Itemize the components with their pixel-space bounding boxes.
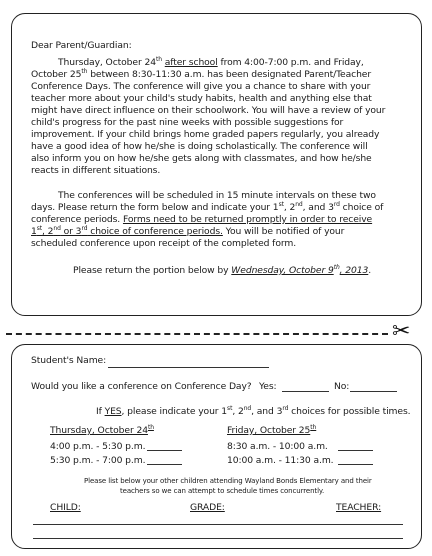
friday-heading: Friday, October 25th xyxy=(227,423,317,436)
grade-column-header: GRADE: xyxy=(190,502,225,513)
student-name-label: Student's Name: xyxy=(31,355,107,366)
thursday-slot-1-choice[interactable] xyxy=(147,450,182,451)
paragraph-1-line-8: have a good idea of how he/she is doing scholastically. The conference will xyxy=(31,141,368,152)
paragraph-1-line-2: October 25th between 8:30-11:30 a.m. has been designated Parent/Teacher xyxy=(31,67,372,80)
conference-question: Would you like a conference on Conference Day? xyxy=(31,381,252,392)
friday-slot-2-choice[interactable] xyxy=(338,464,373,465)
paragraph-2-line-3: conference periods. Forms need to be returned promptly in order to receive xyxy=(31,214,373,225)
paragraph-1-line-5: might have direct influence on their schoolwork. You will have a review of your xyxy=(31,105,386,116)
sibling-entry-line-1[interactable] xyxy=(33,524,403,525)
thursday-heading: Thursday, October 24th xyxy=(50,423,154,436)
student-name-field[interactable] xyxy=(108,367,269,368)
paragraph-2-line-2: days. Please return the form below and indicate your 1st, 2nd, and 3rd choice of xyxy=(31,200,384,213)
paragraph-1-line-7: improvement. If your child brings home graded papers regularly, you already xyxy=(31,129,380,140)
cut-line xyxy=(6,333,388,335)
no-label: No: xyxy=(334,381,350,392)
return-by-line: Please return the portion below by Wednesday, October 9th, 2013. xyxy=(73,263,372,276)
thursday-slot-2: 5:30 p.m. - 7:00 p.m. xyxy=(50,455,146,466)
thursday-slot-2-choice[interactable] xyxy=(147,464,182,465)
friday-slot-2: 10:00 a.m. - 11:30 a.m. xyxy=(227,455,334,466)
paragraph-1-line-3: Conference Days. The conference will give you a chance to share with your xyxy=(31,81,371,92)
paragraph-1-line-6: child's progress for the past nine weeks with possible suggestions for xyxy=(31,117,344,128)
yes-field[interactable] xyxy=(282,391,329,392)
no-field[interactable] xyxy=(350,391,397,392)
paragraph-2-line-5: scheduled conference upon receipt of the completed form. xyxy=(31,238,297,249)
paragraph-1-line-9: also inform you on how he/she gets along with classmates, and how he/she xyxy=(31,153,372,164)
paragraph-1-line-1: Thursday, October 24th after school from 4:00-7:00 p.m. and Friday, xyxy=(58,55,364,68)
salutation: Dear Parent/Guardian: xyxy=(31,40,132,51)
siblings-note-line-1: Please list below your other children attending Wayland Bonds Elementary and their xyxy=(84,477,372,485)
teacher-column-header: TEACHER: xyxy=(336,502,382,513)
paragraph-2-line-4: 1st, 2nd or 3rd choice of conference periods. You will be notified of your xyxy=(31,224,345,237)
friday-slot-1: 8:30 a.m. - 10:00 a.m. xyxy=(227,441,328,452)
paragraph-1-line-10: reacts in different situations. xyxy=(31,165,161,176)
time-choice-instruction: If YES, please indicate your 1st, 2nd, and 3rd choices for possible times. xyxy=(96,404,411,417)
paragraph-1-line-4: teacher more about your child's study habits, health and anything else that xyxy=(31,93,372,104)
sibling-entry-line-2[interactable] xyxy=(33,538,403,539)
siblings-note-line-2: teachers so we can attempt to schedule times concurrently. xyxy=(120,487,325,495)
yes-label: Yes: xyxy=(259,381,277,392)
child-column-header: CHILD: xyxy=(50,502,81,513)
paragraph-2-line-1: The conferences will be scheduled in 15 minute intervals on these two xyxy=(58,190,376,201)
scissors-icon: ✂ xyxy=(392,319,411,344)
friday-slot-1-choice[interactable] xyxy=(338,450,373,451)
thursday-slot-1: 4:00 p.m. - 5:30 p.m. xyxy=(50,441,146,452)
